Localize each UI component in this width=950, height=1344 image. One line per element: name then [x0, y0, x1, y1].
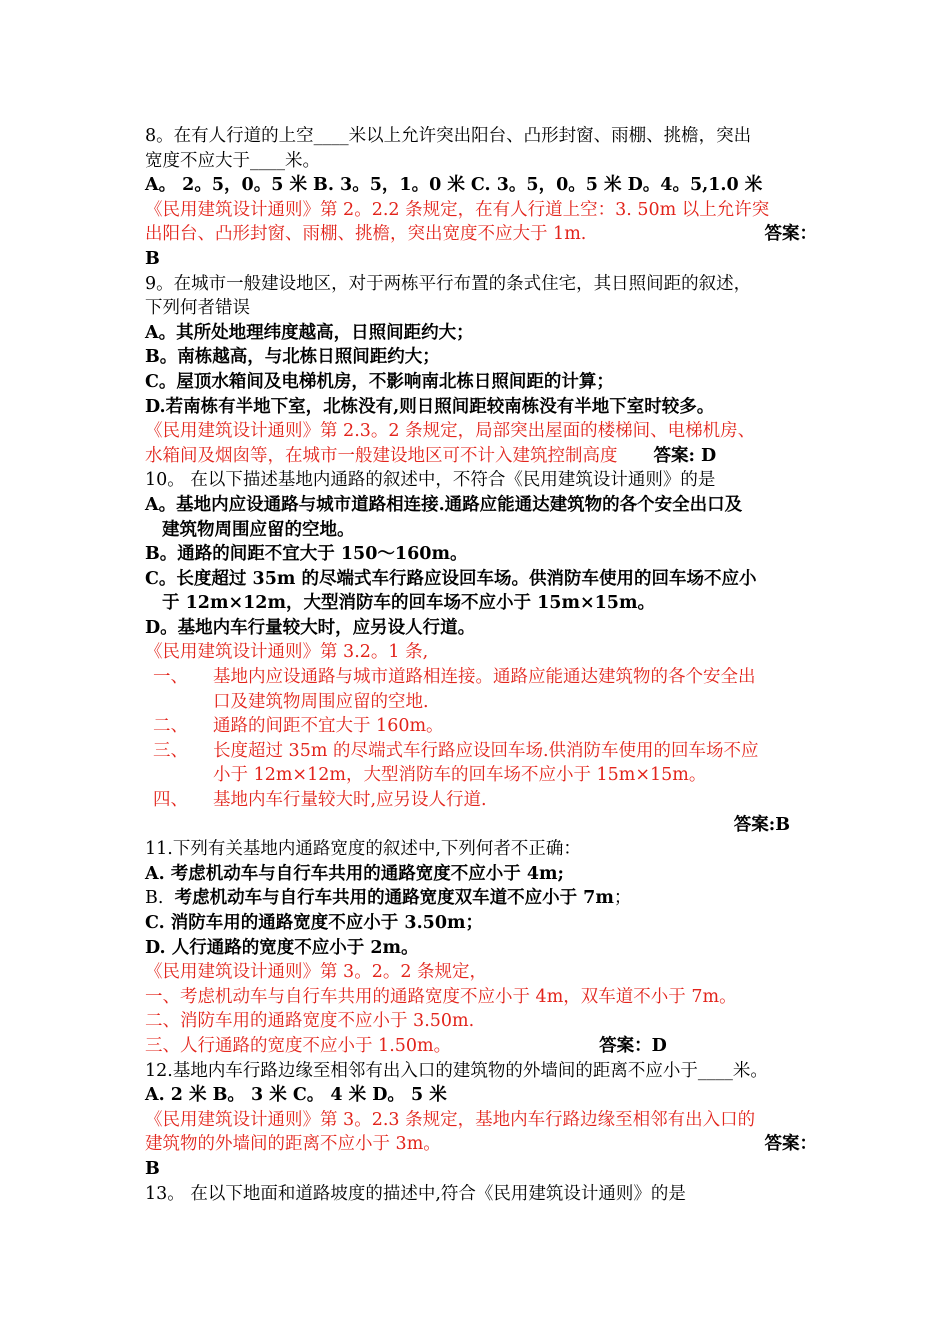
q11-explanation-1: 一、考虑机动车与自行车共用的通路宽度不应小于 4m，双车道不小于 7m。 [145, 986, 737, 1007]
q10-explanation-head: 《民用建筑设计通则》第 3.2。1 条, [145, 642, 429, 663]
q10-option-c-1: C。长度超过 35m 的尽端式车行路应设回车场。供消防车使用的回车场不应小 [145, 568, 757, 589]
q9-explanation-1: 《民用建筑设计通则》第 2.3。2 条规定，局部突出屋面的楼梯间、电梯机房、 [145, 421, 756, 442]
q12-options: A. 2 米 B。 3 米 C。 4 米 D。 5 米 [145, 1085, 447, 1106]
q10-item-2: 二、 通路的间距不宜大于 160m。 [145, 714, 817, 739]
q8-answer: B [145, 248, 160, 269]
q10-option-d: D。基地内车行量较大时，应另设人行道。 [145, 617, 476, 638]
q9-explanation-2: 水箱间及烟囱等，在城市一般建设地区可不计入建筑控制高度 答案: D [145, 445, 717, 466]
q10-answer: 答案:B [733, 814, 790, 835]
q12-explanation-2: 建筑物的外墙间的距离不应小于 3m。 答案： [145, 1132, 817, 1157]
q8-explanation-2: 出阳台、凸形封窗、雨棚、挑檐，突出宽度不应大于 1m. 答案： [145, 222, 817, 247]
q10-option-b: B。通路的间距不宜大于 150～160m。 [145, 544, 468, 565]
q11-option-c: C. 消防车用的通路宽度不应小于 3.50m； [145, 913, 484, 933]
q10-line1: 10。 在以下描述基地内通路的叙述中，不符合《民用建筑设计通则》的是 [145, 470, 716, 491]
q11-option-d: D. 人行通路的宽度不应小于 2m。 [145, 937, 419, 958]
q12-answer-label: 答案： [764, 1134, 817, 1155]
q8-answer-label: 答案： [764, 224, 817, 245]
q9-option-d: D.若南栋有半地下室，北栋没有,则日照间距较南栋没有半地下室时较多。 [145, 396, 715, 417]
q9-option-b: B。南栋越高，与北栋日照间距约大； [145, 347, 440, 368]
q12-line1: 12.基地内车行路边缘至相邻有出入口的建筑物的外墙间的距离不应小于____米。 [145, 1060, 768, 1081]
q10-item-3-num: 三、 [153, 740, 188, 761]
q11-explanation-2: 二、消防车用的通路宽度不应小于 3.50m. [145, 1011, 475, 1032]
q10-item-3: 三、 长度超过 35m 的尽端式车行路应设回车场.供消防车使用的回车场不应 [145, 739, 817, 764]
q9-line1: 9。在城市一般建设地区，对于两栋平行布置的条式住宅，其日照间距的叙述， [145, 273, 752, 294]
q9-option-a: A。其所处地理纬度越高，日照间距约大； [145, 322, 474, 343]
q10-item-2-num: 二、 [153, 716, 188, 737]
q10-item-3-cont: 小于 12m×12m，大型消防车的回车场不应小于 15m×15m。 [213, 765, 707, 786]
q10-item-1-num: 一、 [153, 667, 188, 688]
q9-answer: 答案: D [653, 445, 717, 466]
q12-explanation-1: 《民用建筑设计通则》第 3。2.3 条规定，基地内车行路边缘至相邻有出入口的 [145, 1109, 756, 1130]
q12-answer: B [145, 1158, 160, 1179]
q10-item-1: 一、 基地内应设通路与城市道路相连接。通路应能通达建筑物的各个安全出 [145, 665, 817, 690]
q9-option-c: C。屋顶水箱间及电梯机房，不影响南北栋日照间距的计算； [145, 371, 614, 392]
q9-line2: 下列何者错误 [145, 298, 250, 319]
q10-option-c-2: 于 12m×12m，大型消防车的回车场不应小于 15m×15m。 [162, 593, 655, 614]
q11-explanation-head: 《民用建筑设计通则》第 3。2。2 条规定， [145, 962, 488, 983]
q10-option-a-2: 建筑物周围应留的空地。 [162, 519, 355, 540]
q8-line2: 宽度不应大于____米。 [145, 150, 320, 171]
q10-item-4: 四、 基地内车行量较大时,应另设人行道. [145, 788, 817, 813]
document-body [145, 124, 817, 1206]
q8-options: A。 2。5，0。5 米 B. 3。5，1。0 米 C. 3。5，0。5 米 D。4。5,1.0 米 [145, 175, 763, 196]
q10-item-4-num: 四、 [153, 790, 188, 811]
q11-answer: 答案：D [599, 1035, 667, 1056]
q10-item-1-cont: 口及建筑物周围应留的空地. [213, 691, 429, 712]
q13-line1: 13。 在以下地面和道路坡度的描述中,符合《民用建筑设计通则》的是 [145, 1183, 686, 1204]
q10-option-a-1: A。基地内应设通路与城市道路相连接.通路应能通达建筑物的各个安全出口及 [145, 494, 743, 515]
q11-line1: 11.下列有关基地内通路宽度的叙述中,下列何者不正确： [145, 839, 581, 860]
q11-explanation-3: 三、人行通路的宽度不应小于 1.50m。 答案：D [145, 1035, 667, 1056]
q11-option-b: B. 考虑机动车与自行车共用的通路宽度双车道不应小于 7m； [145, 888, 632, 909]
q8-line1: 8。在有人行道的上空____米以上允许突出阳台、凸形封窗、雨棚、挑檐，突出 [145, 126, 752, 146]
q11-option-a: A. 考虑机动车与自行车共用的通路宽度不应小于 4m; [145, 863, 565, 884]
q8-explanation-1: 《民用建筑设计通则》第 2。2.2 条规定，在有人行道上空：3. 50m 以上允许突 [145, 199, 770, 220]
